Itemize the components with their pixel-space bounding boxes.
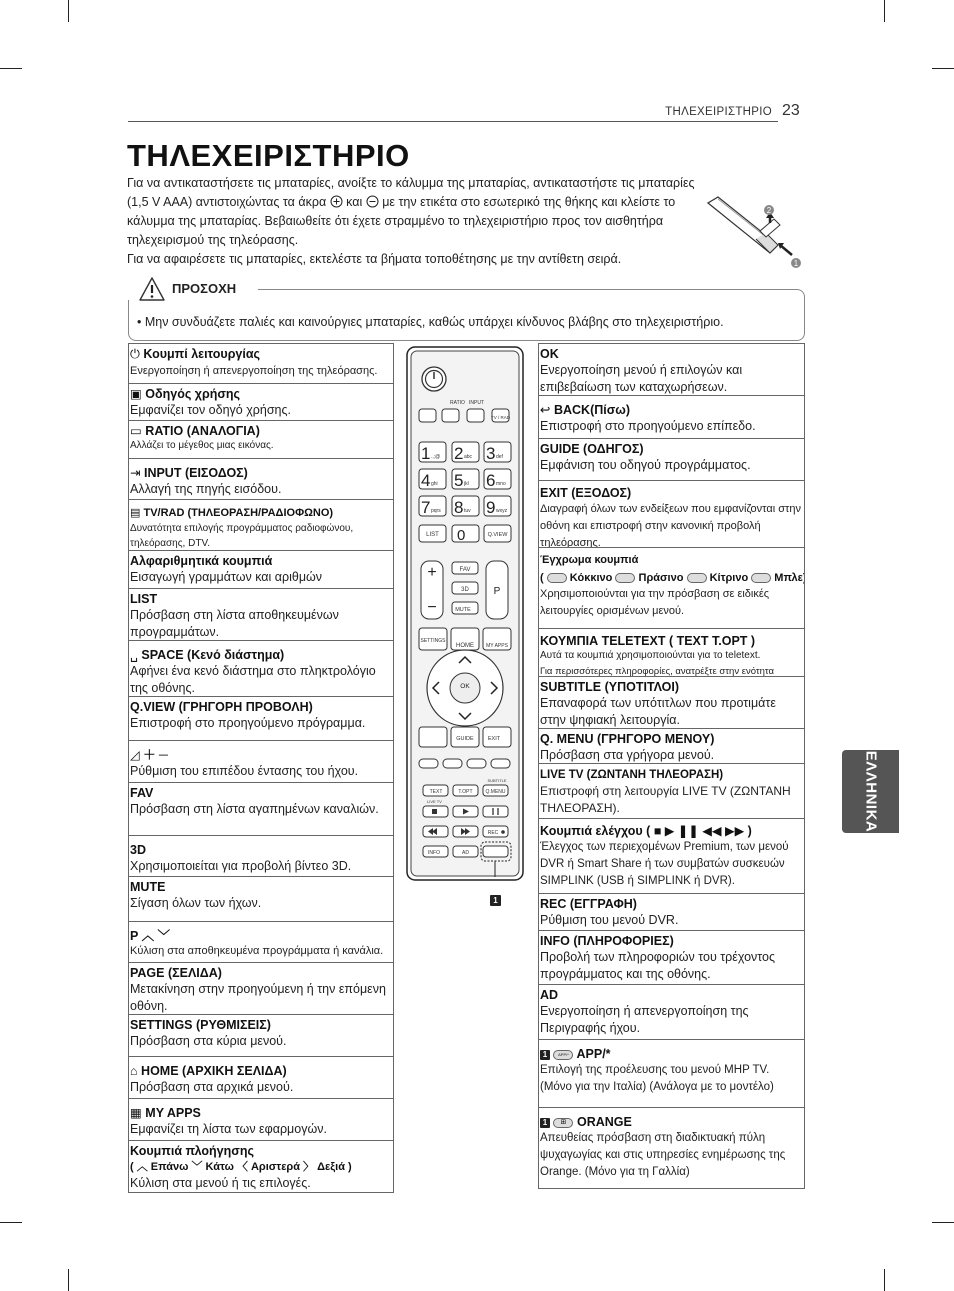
table-row — [129, 1015, 393, 1057]
table-row — [129, 922, 393, 963]
numeric-key-digit: 7 — [421, 498, 431, 517]
row-title: ORANGE — [576, 1115, 632, 1129]
row-desc: Αλλάζει το μέγεθος μιας εικόνας. — [130, 440, 274, 451]
color-label: Κόκκινο — [569, 572, 613, 584]
svg-text:Q.VIEW: Q.VIEW — [487, 532, 508, 538]
numeric-key-digit: 6 — [486, 471, 496, 490]
row-title: Κουμπί λειτουργίας — [143, 347, 261, 361]
table-row — [539, 481, 804, 548]
callout-badge: 1 — [490, 892, 501, 910]
table-row — [129, 697, 393, 741]
table-row — [539, 729, 804, 764]
row-title: AD — [540, 988, 559, 1002]
row-title: TV/RAD (ΤΗΛΕΟΡΑΣΗ/ΡΑΔΙΟΦΩΝΟ) — [143, 507, 334, 519]
volume-icons: ◿ ＋ ─ — [130, 748, 168, 762]
table-row — [129, 384, 393, 421]
chip-label: ⊞ — [560, 1118, 567, 1126]
svg-text:EXIT: EXIT — [487, 736, 501, 742]
row-title: FAV — [130, 786, 154, 800]
caution-title: ΠΡΟΣΟΧΗ — [172, 281, 237, 296]
numeric-key-letters: .,;@ — [431, 454, 441, 460]
crop-mark — [68, 1269, 69, 1291]
table-row — [129, 459, 393, 500]
numeric-key-digit: 9 — [486, 498, 496, 517]
callout-badge: 1 — [540, 1118, 550, 1128]
row-title: Έγχρωμα κουμπιά — [540, 554, 639, 566]
numeric-key-digit: 8 — [454, 498, 464, 517]
table-row — [539, 629, 804, 677]
intro-line: κάλυμμα της μπαταρίας. Βεβαιωθείτε ότι έχετε στραμμένο το τηλεχειριστήριο προς τον αισθητήρα — [127, 214, 664, 228]
user-guide-icon: ▣ — [130, 387, 142, 401]
intro-line: Για να αφαιρέσετε τις μπαταρίες, εκτελέστε τα βήματα τοποθέτησης με την αντίθετη σειρά. — [127, 252, 622, 266]
svg-text:AD: AD — [462, 850, 469, 856]
row-title: MUTE — [130, 880, 166, 894]
table-row — [129, 589, 393, 641]
svg-text:+: + — [427, 564, 437, 581]
running-header: ΤΗΛΕΧΕΙΡΙΣΤΗΡΙΟ — [665, 106, 772, 118]
row-desc: Χρησιμοποιείται για προβολή βίντεο 3D. — [130, 859, 352, 873]
row-title: Q.VIEW (ΓΡΗΓΟΡΗ ΠΡΟΒΟΛΗ) — [130, 700, 313, 714]
green-button-icon — [615, 573, 635, 583]
row-title: EXIT (ΕΞΟΔΟΣ) — [540, 486, 632, 500]
intro-line: Για να αντικαταστήσετε τις μπαταρίες, ανοίξτε το κάλυμμα της μπαταρίας, αντικαταστήστε τις μπαταρίες — [127, 176, 695, 190]
row-desc: Κύλιση στα αποθηκευμένα προγράμματα ή κανάλια. — [130, 945, 384, 957]
table-row — [539, 396, 804, 439]
row-desc: Ενεργοποίηση ή απενεργοποίηση της Περιγραφής ήχου. — [540, 1004, 749, 1035]
numeric-key-letters: jkl — [464, 481, 469, 487]
row-desc: Ρύθμιση του επιπέδου έντασης του ήχου. — [130, 764, 359, 778]
header-rule — [128, 121, 778, 122]
caution-text: • Μην συνδυάζετε παλιές και καινούργιες μπαταρίες, καθώς υπάρχει κίνδυνος βλάβης στο τηλεχειριστήριο. — [137, 315, 724, 329]
row-desc: Απευθείας πρόσβαση στη διαδικτυακή πύλη ψυχαγωγίας και στις υπηρεσίες ενημέρωσης της Orange. (Μόνο για τη Γαλλία) — [540, 1132, 786, 1178]
numeric-key-letters: def — [496, 454, 503, 460]
crop-mark — [68, 0, 69, 22]
home-icon: ⌂ — [130, 1064, 138, 1078]
row-desc: Επιστροφή στη λειτουργία LIVE TV (ΖΩΝΤΑΝΗ ΤΗΛΕΟΡΑΣΗ). — [540, 784, 791, 815]
svg-text:OK: OK — [460, 683, 470, 690]
orange-button-icon — [553, 1118, 573, 1128]
chip-label: APP/* — [558, 1051, 569, 1057]
row-title: SUBTITLE (ΥΠΟΤΙΤΛΟΙ) — [540, 680, 680, 694]
color-buttons-legend: ( Κόκκινο Πράσινο Κίτρινο Μπλε — [540, 572, 803, 584]
minus-circle-icon — [366, 195, 379, 208]
table-row — [539, 548, 804, 629]
row-desc: Ρύθμιση του μενού DVR. — [540, 913, 679, 927]
blue-button-icon — [751, 573, 771, 583]
numeric-key-digit: 1 — [421, 444, 431, 463]
table-row — [539, 677, 804, 729]
row-desc: Ενεργοποίηση ή απενεργοποίηση της τηλεόρασης. — [130, 365, 378, 377]
row-desc: Πρόσβαση στα κύρια μενού. — [130, 1034, 287, 1048]
row-title: Κουμπιά ελέγχου ( ■ ▶ ❚❚ ◀◀ ▶▶ ) — [540, 824, 752, 838]
row-desc: Αλλαγή της πηγής εισόδου. — [130, 482, 282, 496]
numeric-key-letters: tuv — [464, 508, 471, 514]
table-row — [539, 1040, 804, 1108]
intro-line — [127, 193, 717, 212]
row-desc: Προβολή των πληροφοριών του τρέχοντος προγράμματος και της οθόνης. — [540, 950, 776, 981]
row-title: PAGE (ΣΕΛΙΔΑ) — [130, 966, 222, 980]
page-title: ΤΗΛΕΧΕΙΡΙΣΤΗΡΙΟ — [127, 138, 410, 173]
row-desc: Επιλογή της προέλευσης του μενού MHP TV. (Μόνο για την Ιταλία) (Ανάλογα με το μοντέλο) — [540, 1064, 774, 1093]
svg-text:LIVE TV: LIVE TV — [427, 799, 442, 804]
table-row — [129, 783, 393, 836]
table-row — [129, 500, 393, 551]
svg-text:P: P — [493, 586, 501, 597]
row-desc: Επαναφορά των υπότιτλων που προτιμάτε στην ψηφιακή λειτουργία. — [540, 696, 776, 727]
table-row — [129, 344, 393, 384]
numeric-key-digit: 5 — [454, 471, 464, 490]
row-title: HOME (ΑΡΧΙΚΗ ΣΕΛΙΔΑ) — [141, 1064, 287, 1078]
row-title: OK — [540, 347, 559, 361]
row-desc: Πρόσβαση στα αρχικά μενού. — [130, 1080, 294, 1094]
row-title: APP/* — [576, 1047, 611, 1061]
row-title: GUIDE (ΟΔΗΓΟΣ) — [540, 442, 644, 456]
row-title: MY APPS — [145, 1106, 201, 1120]
numeric-key-letters: ghi — [431, 481, 438, 487]
row-title: LIST — [130, 592, 158, 606]
tv-radio-icon: ▤ — [130, 507, 141, 519]
app-button-icon — [553, 1050, 573, 1060]
row-title: Κουμπιά πλοήγησης — [130, 1144, 254, 1158]
svg-text:0: 0 — [457, 527, 466, 544]
table-row — [129, 1099, 393, 1141]
step-2-label: 2 — [766, 206, 772, 215]
row-desc: Δυνατότητα επιλογής προγράμματος ραδιοφώνου, τηλεόρασης, DTV. — [130, 523, 354, 549]
table-row — [539, 894, 804, 931]
row-title: INPUT (ΕΙΣΟΔΟΣ) — [143, 466, 248, 480]
numeric-keypad — [419, 442, 511, 517]
row-desc: Μετακίνηση στην προηγούμενη ή την επόμενη οθόνη. — [130, 982, 386, 1013]
row-desc: Έλεγχος των περιεχομένων Premium, των μενού DVR ή Smart Share ή των συμβατών συσκευών SIMPLINK (USB ή SIMPLINK ή DVR). — [540, 841, 789, 887]
row-desc: Επιστροφή στο προηγούμενο πρόγραμμα. — [130, 716, 366, 730]
space-icon: ␣ — [130, 648, 138, 662]
callout-badge: 1 — [540, 1050, 550, 1060]
left-button-table — [128, 343, 394, 1193]
table-row — [129, 741, 393, 783]
numeric-key-letters: abc — [464, 454, 473, 460]
svg-text:REC: REC — [487, 830, 499, 836]
row-title: INFO (ΠΛΗΡΟΦΟΡΙΕΣ) — [540, 934, 674, 948]
intro-text: και — [346, 195, 363, 209]
svg-text:GUIDE: GUIDE — [456, 736, 474, 742]
table-row — [129, 1057, 393, 1099]
svg-text:−: − — [427, 599, 437, 616]
svg-text:MY APPS: MY APPS — [486, 643, 508, 649]
back-icon: ↩ — [540, 403, 551, 417]
row-desc: Εμφανίζει τον οδηγό χρήσης. — [130, 403, 291, 417]
svg-text:LIST: LIST — [426, 532, 439, 538]
power-icon: ⏻ — [130, 347, 140, 361]
svg-text:Q.MENU: Q.MENU — [485, 789, 506, 795]
navigation-arrows-legend: ( ︿ Επάνω ﹀ Κάτω 〈 Αριστερά 〉 Δεξιά ) — [130, 1161, 352, 1173]
svg-text:INPUT: INPUT — [469, 400, 484, 406]
numeric-key-letters: mno — [496, 481, 506, 487]
table-row — [539, 439, 804, 481]
svg-text:T.OPT: T.OPT — [458, 789, 473, 795]
table-row — [129, 963, 393, 1015]
numeric-key-digit: 2 — [454, 444, 464, 463]
svg-text:INFO: INFO — [428, 850, 440, 856]
step-1-label: 1 — [793, 259, 799, 268]
yellow-button-icon — [687, 573, 707, 583]
row-title: RATIO (ΑΝΑΛΟΓΙΑ) — [145, 424, 260, 438]
row-title: Οδηγός χρήσης — [145, 387, 241, 401]
svg-text:RATIO: RATIO — [450, 400, 465, 406]
crop-mark — [884, 1269, 885, 1291]
3d-icon: 3D — [130, 843, 146, 857]
my-apps-icon: ▦ — [130, 1106, 142, 1120]
color-label: Πράσινο — [638, 572, 684, 584]
row-desc: Πρόσβαση στη λίστα αποθηκευμένων προγραμμάτων. — [130, 608, 339, 639]
row-title: LIVE TV (ΖΩΝΤΑΝΗ ΤΗΛΕΟΡΑΣΗ) — [540, 769, 724, 781]
svg-text:TEXT: TEXT — [429, 789, 443, 795]
row-desc: Εμφάνιση του οδηγού προγράμματος. — [540, 458, 751, 472]
color-label: Κίτρινο — [709, 572, 749, 584]
numeric-key-digit: 4 — [421, 471, 431, 490]
table-row — [129, 421, 393, 459]
row-title: REC (ΕΓΓΡΑΦΗ) — [540, 897, 637, 911]
crop-mark — [0, 1222, 22, 1223]
intro-text: με την ετικέτα στο εσωτερικό της θήκης και κλείστε το — [382, 195, 676, 209]
row-desc: Εισαγωγή γραμμάτων και αριθμών — [130, 570, 323, 584]
warning-icon — [138, 276, 166, 302]
row-desc: Χρησιμοποιούνται για την πρόσβαση σε ειδικές λειτουργίες ορισμένων μενού. — [540, 588, 770, 617]
red-button-icon — [547, 573, 567, 583]
table-row — [129, 1141, 393, 1194]
crop-mark — [0, 68, 22, 69]
row-desc: Αυτά τα κουμπιά χρησιμοποιούνται για το teletext. — [540, 650, 761, 661]
row-desc: Επιστροφή στο προηγούμενο επίπεδο. — [540, 419, 756, 433]
svg-text:HOME: HOME — [456, 643, 474, 649]
battery-cover-illustration — [700, 195, 810, 275]
table-row — [129, 551, 393, 589]
table-row — [539, 344, 804, 396]
table-row — [129, 836, 393, 877]
page-number: 23 — [782, 102, 800, 119]
row-desc: Πρόσβαση στη λίστα αγαπημένων καναλιών. — [130, 802, 379, 816]
table-row — [129, 641, 393, 697]
row-title: BACK(Πίσω) — [553, 403, 631, 417]
numeric-key-letters: pqrs — [431, 508, 441, 514]
row-desc: Ενεργοποίηση μενού ή επιλογών και επιβεβαίωση των καταχωρήσεων. — [540, 363, 743, 394]
language-tab-label-wrap — [842, 750, 899, 833]
row-title: Αλφαριθμητικά κουμπιά — [130, 554, 273, 568]
numeric-key-digit: 3 — [486, 444, 496, 463]
svg-text:MUTE: MUTE — [455, 607, 471, 613]
row-title: ΚΟΥΜΠΙΑ TELETEXT ( TEXT T.OPT ) — [540, 634, 756, 648]
table-row — [539, 931, 804, 985]
ratio-icon: ▭ — [130, 424, 142, 438]
table-row — [539, 764, 804, 819]
row-desc: Για περισσότερες πληροφορίες, ανατρέξτε στην ενότητα — [540, 666, 774, 677]
intro-paragraph — [127, 174, 717, 269]
plus-circle-icon — [330, 195, 343, 208]
row-title: SETTINGS (ΡΥΘΜΙΣΕΙΣ) — [130, 1018, 271, 1032]
row-desc: Διαγραφή όλων των ενδείξεων που εμφανίζονται στην οθόνη και επιστροφή στην κανονική προβολή τηλεόρασης. — [540, 503, 801, 548]
table-row — [539, 819, 804, 894]
row-desc: Σίγαση όλων των ήχων. — [130, 896, 262, 910]
numeric-key-letters: wxyz — [496, 508, 508, 514]
input-icon: ⇥ — [130, 466, 141, 480]
right-button-table — [538, 343, 805, 1189]
row-desc: Εμφανίζει τη λίστα των εφαρμογών. — [130, 1122, 327, 1136]
page-arrows-icon: P ︿ ﹀ — [130, 929, 171, 943]
svg-text:FAV: FAV — [459, 567, 471, 573]
svg-text:3D: 3D — [461, 587, 469, 593]
color-label: Μπλε — [774, 572, 803, 584]
language-tab-label: ΕΛΛΗΝΙΚΑ — [862, 750, 880, 833]
intro-line: τηλεχειρισμού της τηλεόρασης. — [127, 233, 299, 247]
svg-text:SUBTITLE: SUBTITLE — [487, 778, 507, 783]
crop-mark — [932, 1222, 954, 1223]
table-row — [129, 877, 393, 922]
svg-text:SETTINGS: SETTINGS — [420, 638, 446, 644]
table-row — [539, 985, 804, 1040]
remote-control-illustration — [405, 345, 525, 882]
crop-mark — [932, 68, 954, 69]
row-title: Q. MENU (ΓΡΗΓΟΡΟ ΜΕΝΟΥ) — [540, 732, 715, 746]
row-desc: Κύλιση στα μενού ή τις επιλογές. — [130, 1176, 311, 1190]
row-desc: Πρόσβαση στα γρήγορα μενού. — [540, 748, 715, 762]
intro-text: (1,5 V AAA) αντιστοιχώντας τα άκρα — [127, 195, 327, 209]
crop-mark — [884, 0, 885, 22]
table-row — [539, 1108, 804, 1190]
svg-text:TV / RAD: TV / RAD — [490, 415, 511, 420]
row-title: SPACE (Κενό διάστημα) — [141, 648, 285, 662]
row-desc: Αφήνει ένα κενό διάστημα στο πληκτρολόγιο της οθόνης. — [130, 664, 376, 695]
